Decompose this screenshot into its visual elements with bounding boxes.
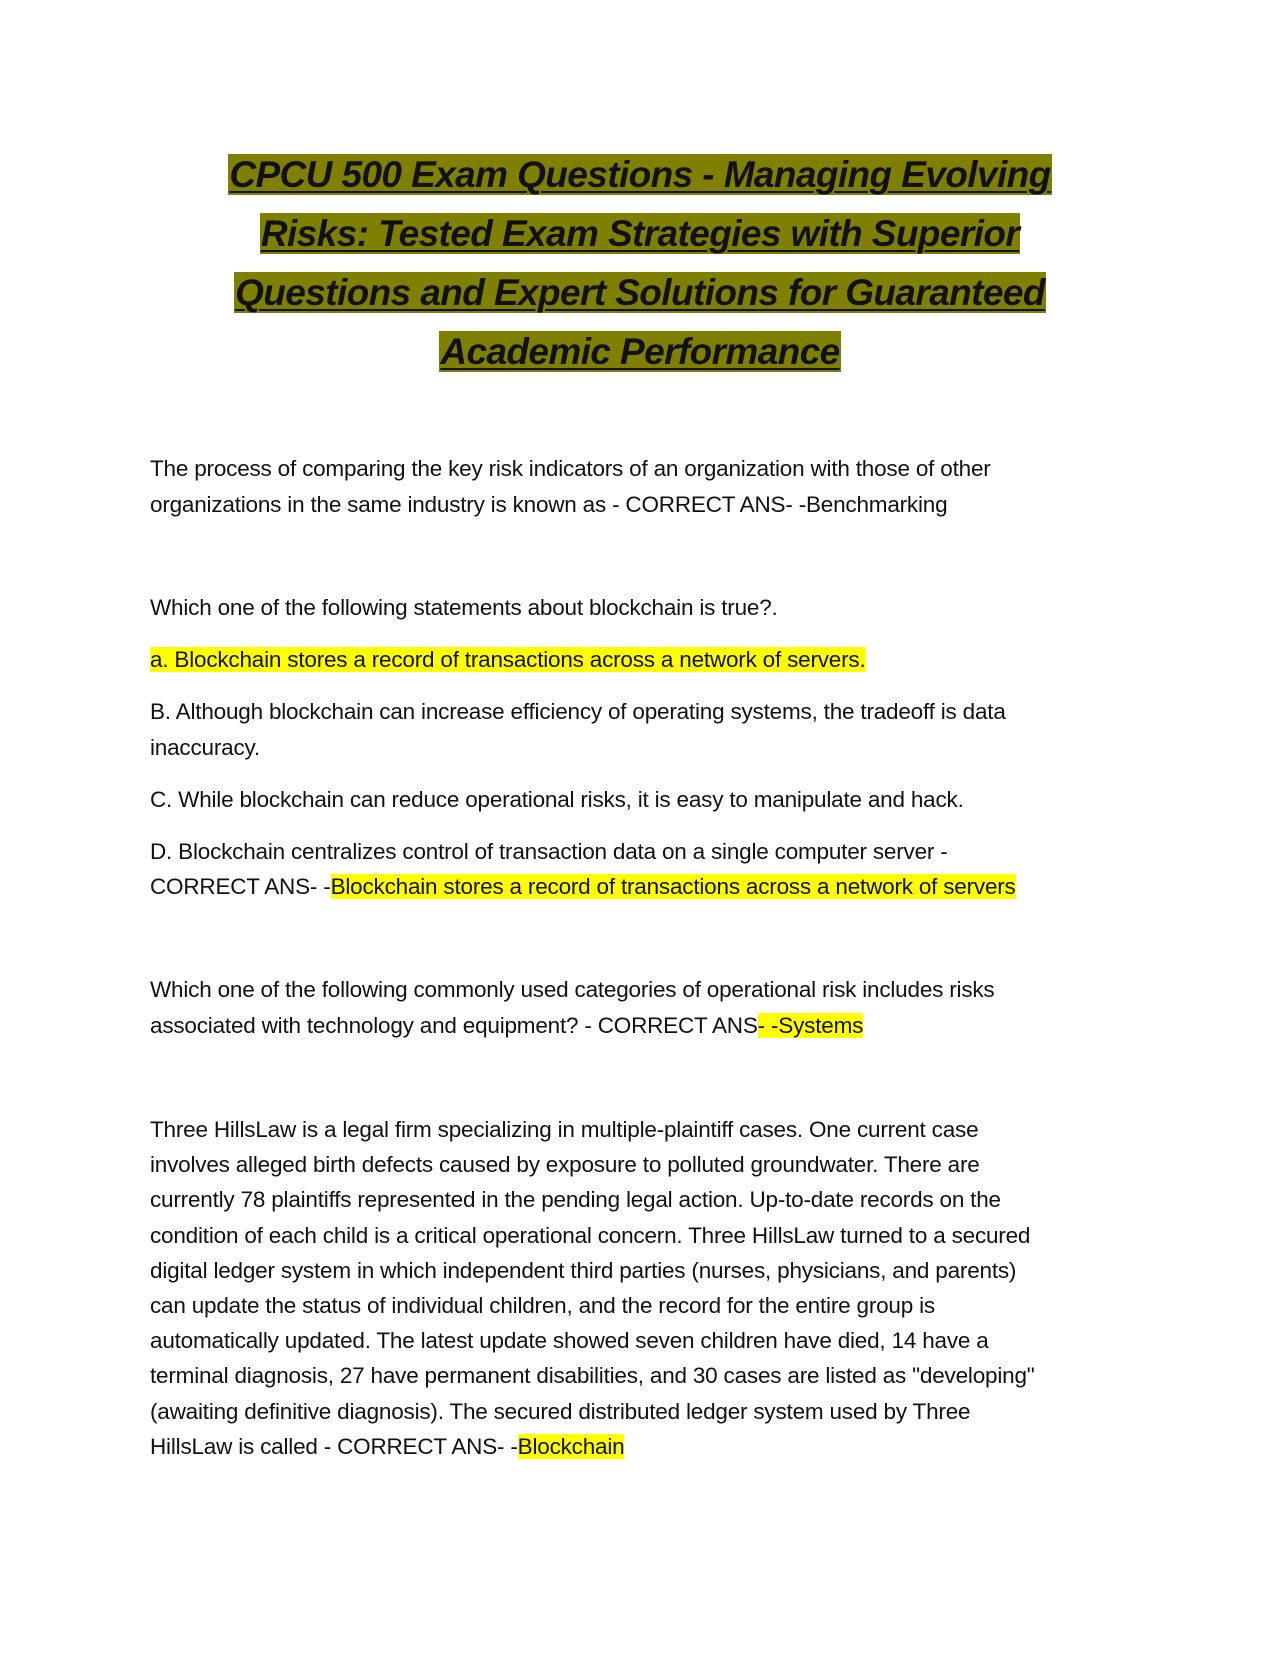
- highlighted-answer: Blockchain stores a record of transactions across a network of servers: [330, 874, 1016, 899]
- option-b: B. Although blockchain can increase efficiency of operating systems, the tradeoff is data: [150, 699, 1006, 724]
- answer-line: HillsLaw is called - CORRECT ANS- -Blockchain: [150, 1434, 625, 1459]
- option-b-continued: inaccuracy.: [150, 735, 260, 760]
- question-text: Which one of the following commonly used categories of operational risk includes risks: [150, 977, 995, 1002]
- question-text: organizations in the same industry is known as - CORRECT ANS- -Benchmarking: [150, 492, 948, 517]
- option-d: D. Blockchain centralizes control of transaction data on a single computer server -: [150, 839, 948, 864]
- question-text: The process of comparing the key risk indicators of an organization with those of other: [150, 456, 991, 481]
- question-text: Three HillsLaw is a legal firm specializing in multiple-plaintiff cases. One current case: [150, 1117, 979, 1142]
- question-text: digital ledger system in which independent third parties (nurses, physicians, and parents): [150, 1258, 1017, 1283]
- highlighted-answer: a. Blockchain stores a record of transactions across a network of servers.: [150, 647, 866, 672]
- title-line: Academic Performance: [440, 331, 840, 372]
- title-line: Risks: Tested Exam Strategies with Superior: [260, 213, 1020, 254]
- title-line: Questions and Expert Solutions for Guaranteed: [235, 272, 1045, 313]
- question-text: can update the status of individual children, and the record for the entire group is: [150, 1293, 935, 1318]
- answer-line: CORRECT ANS- -Blockchain stores a record of transactions across a network of servers: [150, 874, 1016, 899]
- highlighted-answer: Blockchain: [517, 1434, 625, 1459]
- title-line: CPCU 500 Exam Questions - Managing Evolving: [229, 154, 1051, 195]
- question-text: involves alleged birth defects caused by exposure to polluted groundwater. There are: [150, 1152, 980, 1177]
- question-text: terminal diagnosis, 27 have permanent disabilities, and 30 cases are listed as "developing": [150, 1363, 1035, 1388]
- question-text: condition of each child is a critical operational concern. Three HillsLaw turned to a secured: [150, 1223, 1031, 1248]
- answer-line: associated with technology and equipment? - CORRECT ANS- -Systems: [150, 1013, 864, 1038]
- highlighted-answer: - -Systems: [757, 1013, 864, 1038]
- question-text: automatically updated. The latest update showed seven children have died, 14 have a: [150, 1328, 989, 1353]
- option-a: [150, 645, 866, 675]
- option-c: C. While blockchain can reduce operational risks, it is easy to manipulate and hack.: [150, 787, 964, 812]
- question-text: Which one of the following statements about blockchain is true?.: [150, 595, 778, 620]
- question-text: (awaiting definitive diagnosis). The secured distributed ledger system used by Three: [150, 1399, 971, 1424]
- question-text: currently 78 plaintiffs represented in the pending legal action. Up-to-date records on the: [150, 1187, 1001, 1212]
